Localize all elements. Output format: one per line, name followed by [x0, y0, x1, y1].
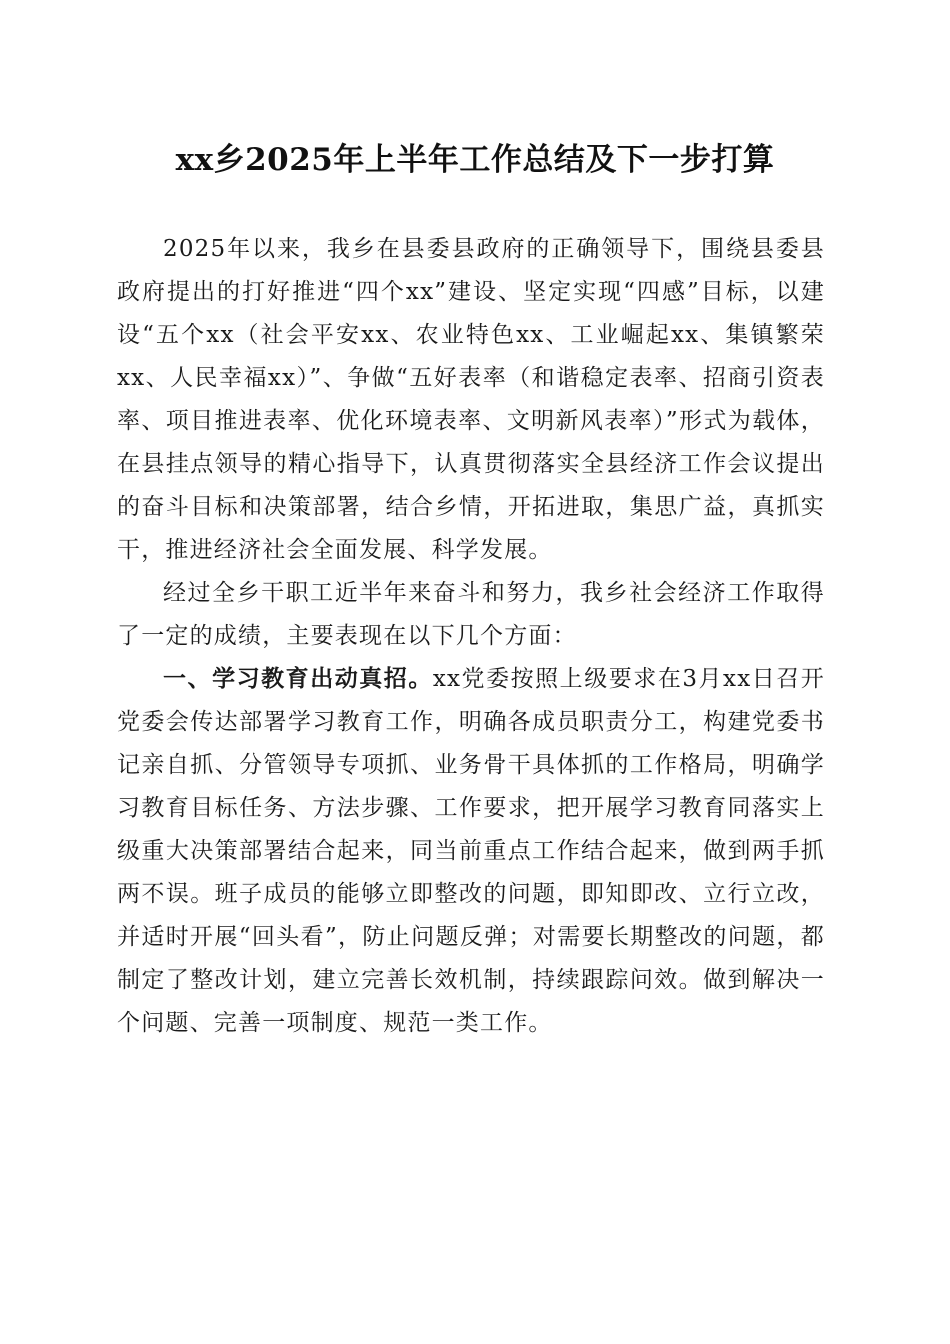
- paragraph-achievements-intro: [117, 572, 825, 658]
- document-title: xx乡2025年上半年工作总结及下一步打算: [175, 142, 775, 178]
- section-1-text: xx党委按照上级要求在3月xx日召开党委会传达部署学习教育工作，明确各成员职责分工，构建党委书记亲自抓、分管领导专项抓、业务骨干具体抓的工作格局，明确学习教育目标任务、方法步骤、工作要求，把开展学习教育同落实上级重大决策部署结合起来，同当前重点工作结合起来，做到两手抓两不误。班子成员的能够立即整改的问题，即知即改、立行立改，并适时开展“回头看”，防止问题反弹；对需要长期整改的问题，都制定了整改计划，建立完善长效机制，持续跟踪问效。做到解决一个问题、完善一项制度、规范一类工作。: [117, 666, 825, 1036]
- paragraph-intro: [117, 228, 825, 572]
- section-1-heading: 一、学习教育出动真招。: [163, 666, 433, 692]
- paragraph-intro-text: 2025年以来，我乡在县委县政府的正确领导下，围绕县委县政府提出的打好推进“四个xx”建设、坚定实现“四感”目标，以建设“五个xx（社会平安xx、农业特色xx、工业崛起xx、集镇繁荣xx、人民幸福xx）”、争做“五好表率（和谐稳定表率、招商引资表率、项目推进表率、优化环境表率、文明新风表率）”形式为载体，在县挂点领导的精心指导下，认真贯彻落实全县经济工作会议提出的奋斗目标和决策部署，结合乡情，开拓进取，集思广益，真抓实干，推进经济社会全面发展、科学发展。: [117, 236, 825, 563]
- paragraph-section-1: [117, 658, 825, 1045]
- paragraph-achievements-text: 经过全乡干职工近半年来奋斗和努力，我乡社会经济工作取得了一定的成绩，主要表现在以下几个方面：: [117, 580, 825, 649]
- document-body: [117, 228, 825, 1045]
